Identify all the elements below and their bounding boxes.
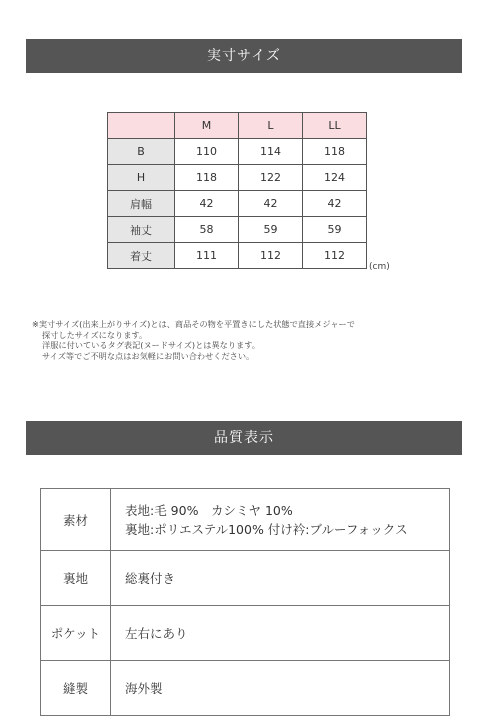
size-row-hip xyxy=(108,165,367,191)
size-cell: 42 xyxy=(239,191,303,217)
size-col-l: L xyxy=(239,113,303,139)
quality-section-title: 品質表示 xyxy=(26,421,462,455)
size-table-corner xyxy=(108,113,175,139)
quality-value-line: 総裏付き xyxy=(125,570,176,586)
quality-row-material xyxy=(41,489,450,551)
quality-label: 素材 xyxy=(41,489,111,551)
note-line: 洋服に付いているタグ表記(ヌードサイズ)とは異なります。 xyxy=(42,340,260,350)
size-table-header-row xyxy=(108,113,367,139)
size-cell: 111 xyxy=(175,243,239,269)
quality-value xyxy=(111,606,450,661)
size-cell: 118 xyxy=(303,139,367,165)
quality-label: ポケット xyxy=(41,606,111,661)
size-row-label: 肩幅 xyxy=(108,191,175,217)
size-section-title: 実寸サイズ xyxy=(26,39,462,73)
quality-value xyxy=(111,661,450,716)
quality-row-pocket xyxy=(41,606,450,661)
size-row-sleeve xyxy=(108,217,367,243)
size-row-shoulder xyxy=(108,191,367,217)
size-col-m: M xyxy=(175,113,239,139)
size-cell: 59 xyxy=(239,217,303,243)
quality-value-line: 表地:毛 90% カシミヤ 10% xyxy=(125,502,293,518)
quality-value xyxy=(111,489,450,551)
size-cell: 42 xyxy=(175,191,239,217)
quality-row-sewing xyxy=(41,661,450,716)
size-cell: 118 xyxy=(175,165,239,191)
quality-label: 縫製 xyxy=(41,661,111,716)
size-unit-label: (cm) xyxy=(369,262,390,272)
quality-row-lining xyxy=(41,551,450,606)
size-row-label: H xyxy=(108,165,175,191)
size-row-label: B xyxy=(108,139,175,165)
note-line: サイズ等でご不明な点はお気軽にお問い合わせください。 xyxy=(42,350,255,361)
size-cell: 42 xyxy=(303,191,367,217)
size-cell: 59 xyxy=(303,217,367,243)
size-cell: 112 xyxy=(239,243,303,269)
quality-label: 裏地 xyxy=(41,551,111,606)
quality-value-line: 海外製 xyxy=(125,680,163,696)
size-cell: 114 xyxy=(239,139,303,165)
size-cell: 110 xyxy=(175,139,239,165)
size-cell: 124 xyxy=(303,165,367,191)
size-row-bust xyxy=(108,139,367,165)
size-table xyxy=(107,112,367,269)
size-row-length xyxy=(108,243,367,269)
size-col-ll: LL xyxy=(303,113,367,139)
size-row-label: 袖丈 xyxy=(108,217,175,243)
size-cell: 122 xyxy=(239,165,303,191)
note-line: 探寸したサイズになります。 xyxy=(42,329,148,340)
size-notes xyxy=(32,319,472,361)
note-line: ※実寸サイズ(出来上がりサイズ)とは、商品その物を平置きにした状態で直接メジャーで xyxy=(32,319,355,329)
size-row-label: 着丈 xyxy=(108,243,175,269)
size-cell: 58 xyxy=(175,217,239,243)
size-cell: 112 xyxy=(303,243,367,269)
quality-value xyxy=(111,551,450,606)
quality-value-line: 裏地:ポリエステル100% 付け衿:ブルーフォックス xyxy=(125,521,408,537)
quality-table xyxy=(40,488,450,716)
quality-value-line: 左右にあり xyxy=(125,625,188,641)
